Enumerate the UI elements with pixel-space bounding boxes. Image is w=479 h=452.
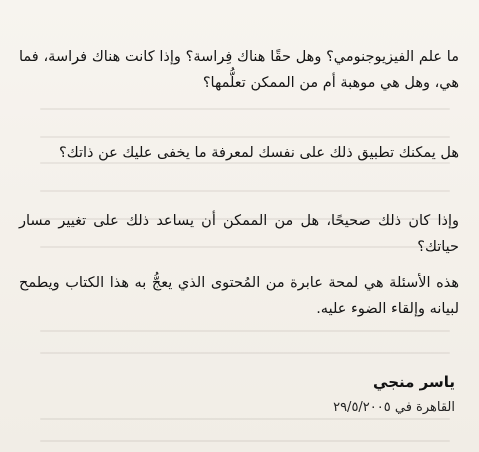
place-and-date: القاهرة في ٢٩/٥/٢٠٠٥ <box>333 400 455 415</box>
paragraph-3-block <box>19 208 459 260</box>
paragraph-1: ما علم الفيزيوجنومي؟ وهل حقًا هناك فِراسة؟ وإذا كانت هناك فراسة، فما هي، وهل هي موهبة أم من الممكن تعلُّمها؟ <box>19 49 459 91</box>
bleed-through-line <box>40 330 450 332</box>
paragraph-3: وإذا كان ذلك صحيحًا، هل من الممكن أن يساعد ذلك على تغيير مسار حياتك؟ <box>19 213 459 255</box>
bleed-through-line <box>40 418 450 420</box>
paragraph-1-block <box>19 44 459 96</box>
paragraph-2-block <box>19 140 459 166</box>
bleed-through-line <box>40 352 450 354</box>
author-signature: ياسر منجي <box>373 373 455 391</box>
bleed-through-line <box>40 440 450 442</box>
paragraph-4: هذه الأسئلة هي لمحة عابرة من المُحتوى الذي يعجُّ به هذا الكتاب ويطمح لبيانه وإلقاء الضوء عليه. <box>19 275 459 317</box>
paragraph-4-block <box>19 270 459 322</box>
paragraph-2: هل يمكنك تطبيق ذلك على نفسك لمعرفة ما يخفى عليك عن ذاتك؟ <box>59 145 459 161</box>
bleed-through-line <box>40 108 450 110</box>
bleed-through-line <box>40 136 450 138</box>
bleed-through-line <box>40 190 450 192</box>
